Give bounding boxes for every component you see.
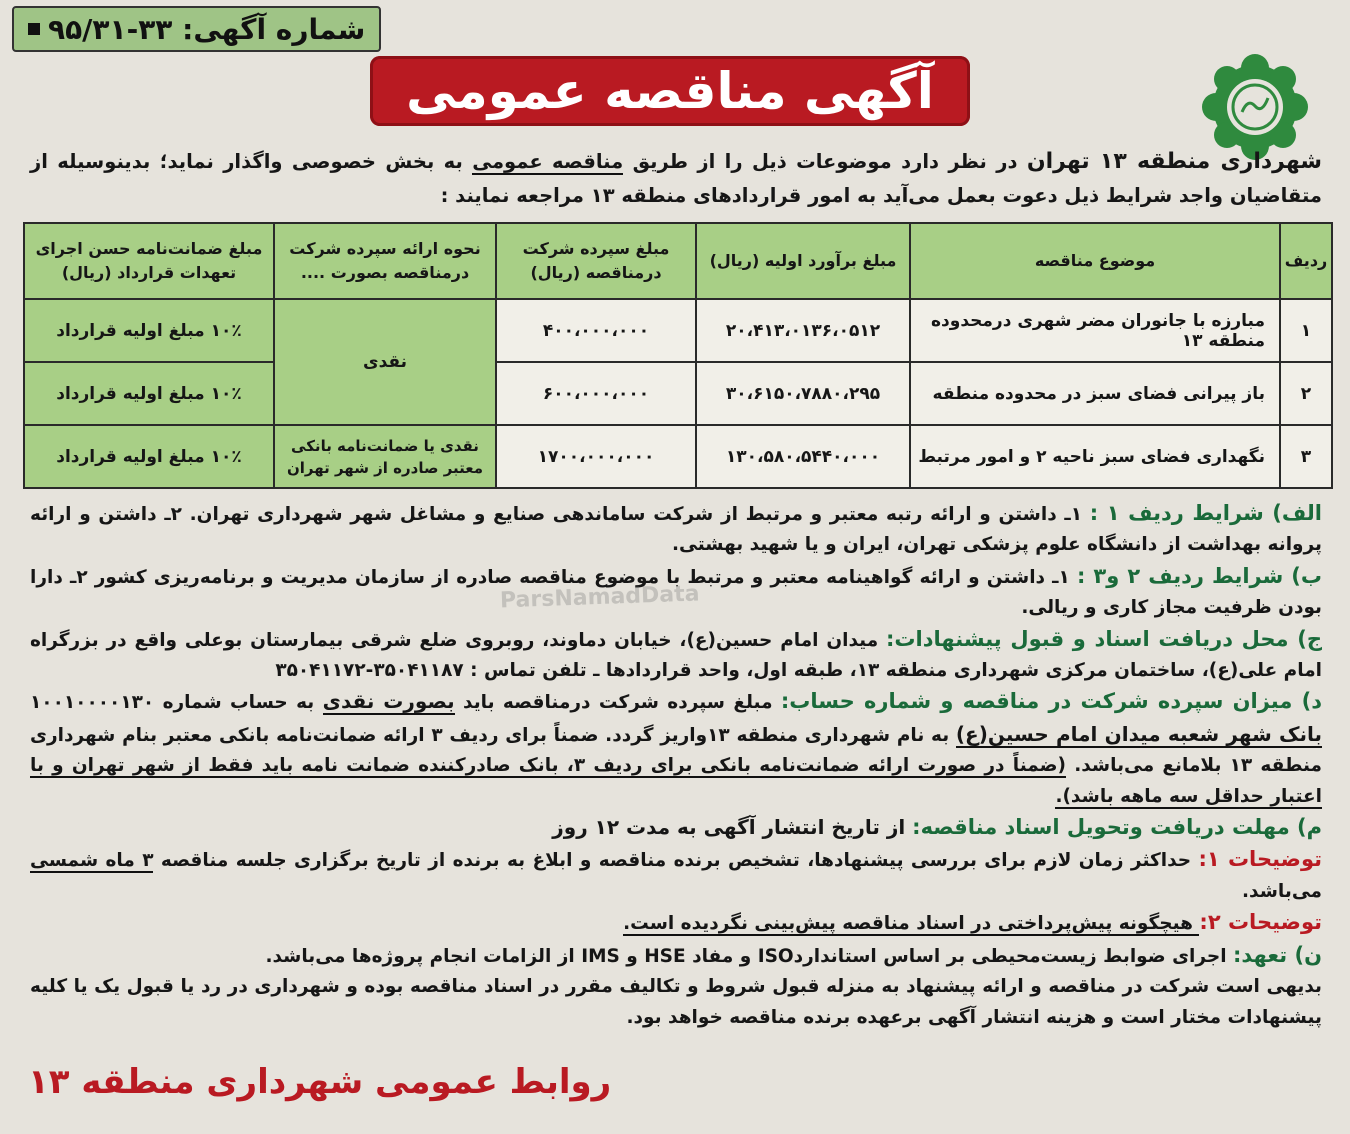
final-paragraph: بدیهی است شرکت در مناقصه و ارائه پیشنهاد به منزله قبول شروط و تکالیف مقرر در اسناد مناقصه بوده و شهرداری در رد یا قبول یک یا کلیه پیشنهادات مختار است و هزینه انتشار آگهی برعهده برنده مناقصه خواهد بود. [30, 976, 1322, 1028]
table-row [24, 299, 1332, 362]
section-d-title: د) میزان سپرده شرکت در مناقصه و شماره حساب: [780, 689, 1322, 714]
section-b-title: ب) شرایط ردیف ۲ و۳ : [1076, 563, 1323, 588]
note-2-text: هیچگونه پیش‌پرداختی در اسناد مناقصه پیش‌بینی نگردیده است. [623, 913, 1200, 935]
commitment-title: ن) تعهد: [1233, 942, 1322, 967]
row-deposit-method: نقدی [274, 299, 496, 425]
organization-name: شهرداری منطقه ۱۳ تهران [1026, 149, 1322, 174]
row-subject: باز پیرانی فضای سبز در محدوده منطقه [910, 362, 1280, 425]
section-c [30, 624, 1322, 687]
row-guarantee: ۱۰٪ مبلغ اولیه قرارداد [24, 362, 274, 425]
title-banner [370, 56, 970, 126]
col-header-estimate: مبلغ برآورد اولیه (ریال) [696, 223, 910, 299]
intro-paragraph [30, 145, 1322, 213]
section-d-bank: بانک شهر شعبه میدان امام حسین(ع) [955, 721, 1322, 746]
section-m [30, 812, 1322, 844]
section-d-note: (ضمناً در صورت ارائه ضمانت‌نامه بانکی برای ردیف ۳، بانک صادرکننده ضمانت نامه باید فقط از شهر تهران و با اعتبار حداقل سه ماهه باشد). [30, 755, 1322, 807]
row-number: ۲ [1280, 362, 1332, 425]
ad-number-text: شماره آگهی: ۳۳-۹۵/۳۱ [48, 12, 366, 46]
section-a-text: ۱ـ داشتن و ارائه رتبه معتبر و مرتبط از شرکت ساماندهی صنایع و مشاغل شهر شهرداری تهران. ۲ـ داشتن و ارائه پروانه بهداشت از دانشگاه علوم پزشکی تهران، ایران و یا شهید بهشتی. [30, 504, 1322, 556]
note-2 [30, 907, 1322, 939]
section-c-title: ج) محل دریافت اسناد و قبول پیشنهادات: [886, 626, 1323, 651]
watermark-text: ParsNamadData [499, 581, 700, 614]
row-subject: نگهداری فضای سبز ناحیه ۲ و امور مرتبط [910, 425, 1280, 488]
row-guarantee: ۱۰٪ مبلغ اولیه قرارداد [24, 425, 274, 488]
intro-highlight: مناقصه عمومی [472, 150, 624, 173]
row-deposit-method: نقدی یا ضمانت‌نامه بانکی معتبر صادره از شهر تهران [274, 425, 496, 488]
note-2-title: توضیحات ۲: [1199, 910, 1322, 935]
section-b-text: ۱ـ داشتن و ارائه گواهینامه معتبر و مرتبط با موضوع مناقصه صادره از سازمان مدیریت و برنامه‌ریزی کشور ۲ـ دارا بودن ظرفیت مجاز کاری و ریالی. [30, 566, 1322, 619]
table-row [24, 362, 1332, 425]
row-estimate: ۱۳۰،۵۸۰،۵۴۴۰،۰۰۰ [696, 425, 910, 488]
row-estimate: ۲۰،۴۱۳،۰۱۳۶،۰۵۱۲ [696, 299, 910, 362]
row-deposit: ۱۷۰۰،۰۰۰،۰۰۰ [496, 425, 696, 488]
ad-title: آگهی مناقصه عمومی [406, 62, 934, 120]
section-c-text: میدان امام حسین(ع)، خیابان دماوند، روبروی ضلع شرقی بیمارستان بوعلی واقع در بزرگراه امام علی(ع)، ساختمان مرکزی شهرداری منطقه ۱۳، طبقه اول، واحد قراردادها ـ تلفن تماس : ۳۵۰۴۱۱۸۷-۳۵۰۴۱۱۷۲ [30, 629, 1322, 682]
intro-text-1: در نظر دارد موضوعات ذیل را از طریق [623, 150, 1027, 173]
col-header-row-number: ردیف [1280, 223, 1332, 299]
note-1-title: توضیحات ۱: [1198, 847, 1322, 872]
section-d-text-2: به حساب شماره ۱۰۰۱۰۰۰۰۱۳۰ [30, 692, 323, 714]
col-header-subject: موضوع مناقصه [910, 223, 1280, 299]
note-1 [30, 844, 1322, 907]
intro-text-2: به بخش خصوصی واگذار نماید؛ بدینوسیله از متقاضیان واجد شرایط ذیل دعوت بعمل می‌آید به امور قراردادهای منطقه ۱۳ مراجعه نمایند : [30, 150, 1322, 207]
note-1-end: می‌باشد. [1242, 880, 1322, 902]
square-bullet-icon [28, 23, 40, 35]
commitment-text: اجرای ضوابط زیست‌محیطی بر اساس استانداردISO و مفاد HSE و IMS از الزامات انجام پروژه‌ها می‌باشد. [265, 945, 1234, 967]
row-number: ۳ [1280, 425, 1332, 488]
section-d [30, 686, 1322, 812]
row-subject: مبارزه با جانوران مضر شهری درمحدوده منطقه ۱۳ [910, 299, 1280, 362]
section-d-text-1: مبلغ سپرده شرکت درمناقصه باید [454, 692, 781, 714]
note-1-text: حداکثر زمان لازم برای بررسی پیشنهادها، تشخیص برنده مناقصه و ابلاغ به برنده از تاریخ برگزاری جلسه مناقصه [153, 850, 1199, 872]
tender-table [25, 222, 1333, 489]
row-deposit: ۶۰۰،۰۰۰،۰۰۰ [496, 362, 696, 425]
col-header-deposit-method: نحوه ارائه سپرده شرکت درمناقصه بصورت .... [274, 223, 496, 299]
section-a-title: الف) شرایط ردیف ۱ : [1089, 501, 1322, 525]
section-m-text: از تاریخ انتشار آگهی به مدت ۱۲ روز [552, 815, 913, 840]
note-1-highlight: ۳ ماه شمسی [30, 850, 154, 872]
table-header-row [24, 223, 1332, 299]
conditions-body [30, 498, 1322, 1033]
col-header-deposit: مبلغ سپرده شرکت درمناقصه (ریال) [496, 223, 696, 299]
section-commitment [30, 940, 1322, 972]
section-a [30, 498, 1322, 561]
col-header-guarantee: مبلغ ضمانت‌نامه حسن اجرای تعهدات قرارداد (ریال) [24, 223, 274, 299]
ad-number-badge [12, 6, 381, 52]
row-guarantee: ۱۰٪ مبلغ اولیه قرارداد [24, 299, 274, 362]
row-deposit: ۴۰۰،۰۰۰،۰۰۰ [496, 299, 696, 362]
table-row [24, 425, 1332, 488]
row-number: ۱ [1280, 299, 1332, 362]
section-d-text-3: به نام شهرداری منطقه ۱۳واریز گردد. ضمناً برای ردیف ۳ ارائه ضمانت‌نامه بانکی معتبر بنام شهرداری منطقه ۱۳ بلامانع می‌باشد. [30, 724, 1322, 777]
row-estimate: ۳۰،۶۱۵۰،۷۸۸۰،۲۹۵ [696, 362, 910, 425]
section-d-highlight: بصورت نقدی [322, 689, 455, 714]
section-m-title: م) مهلت دریافت وتحویل اسناد مناقصه: [912, 815, 1322, 840]
public-relations-signature: روابط عمومی شهرداری منطقه ۱۳ [28, 1062, 612, 1102]
